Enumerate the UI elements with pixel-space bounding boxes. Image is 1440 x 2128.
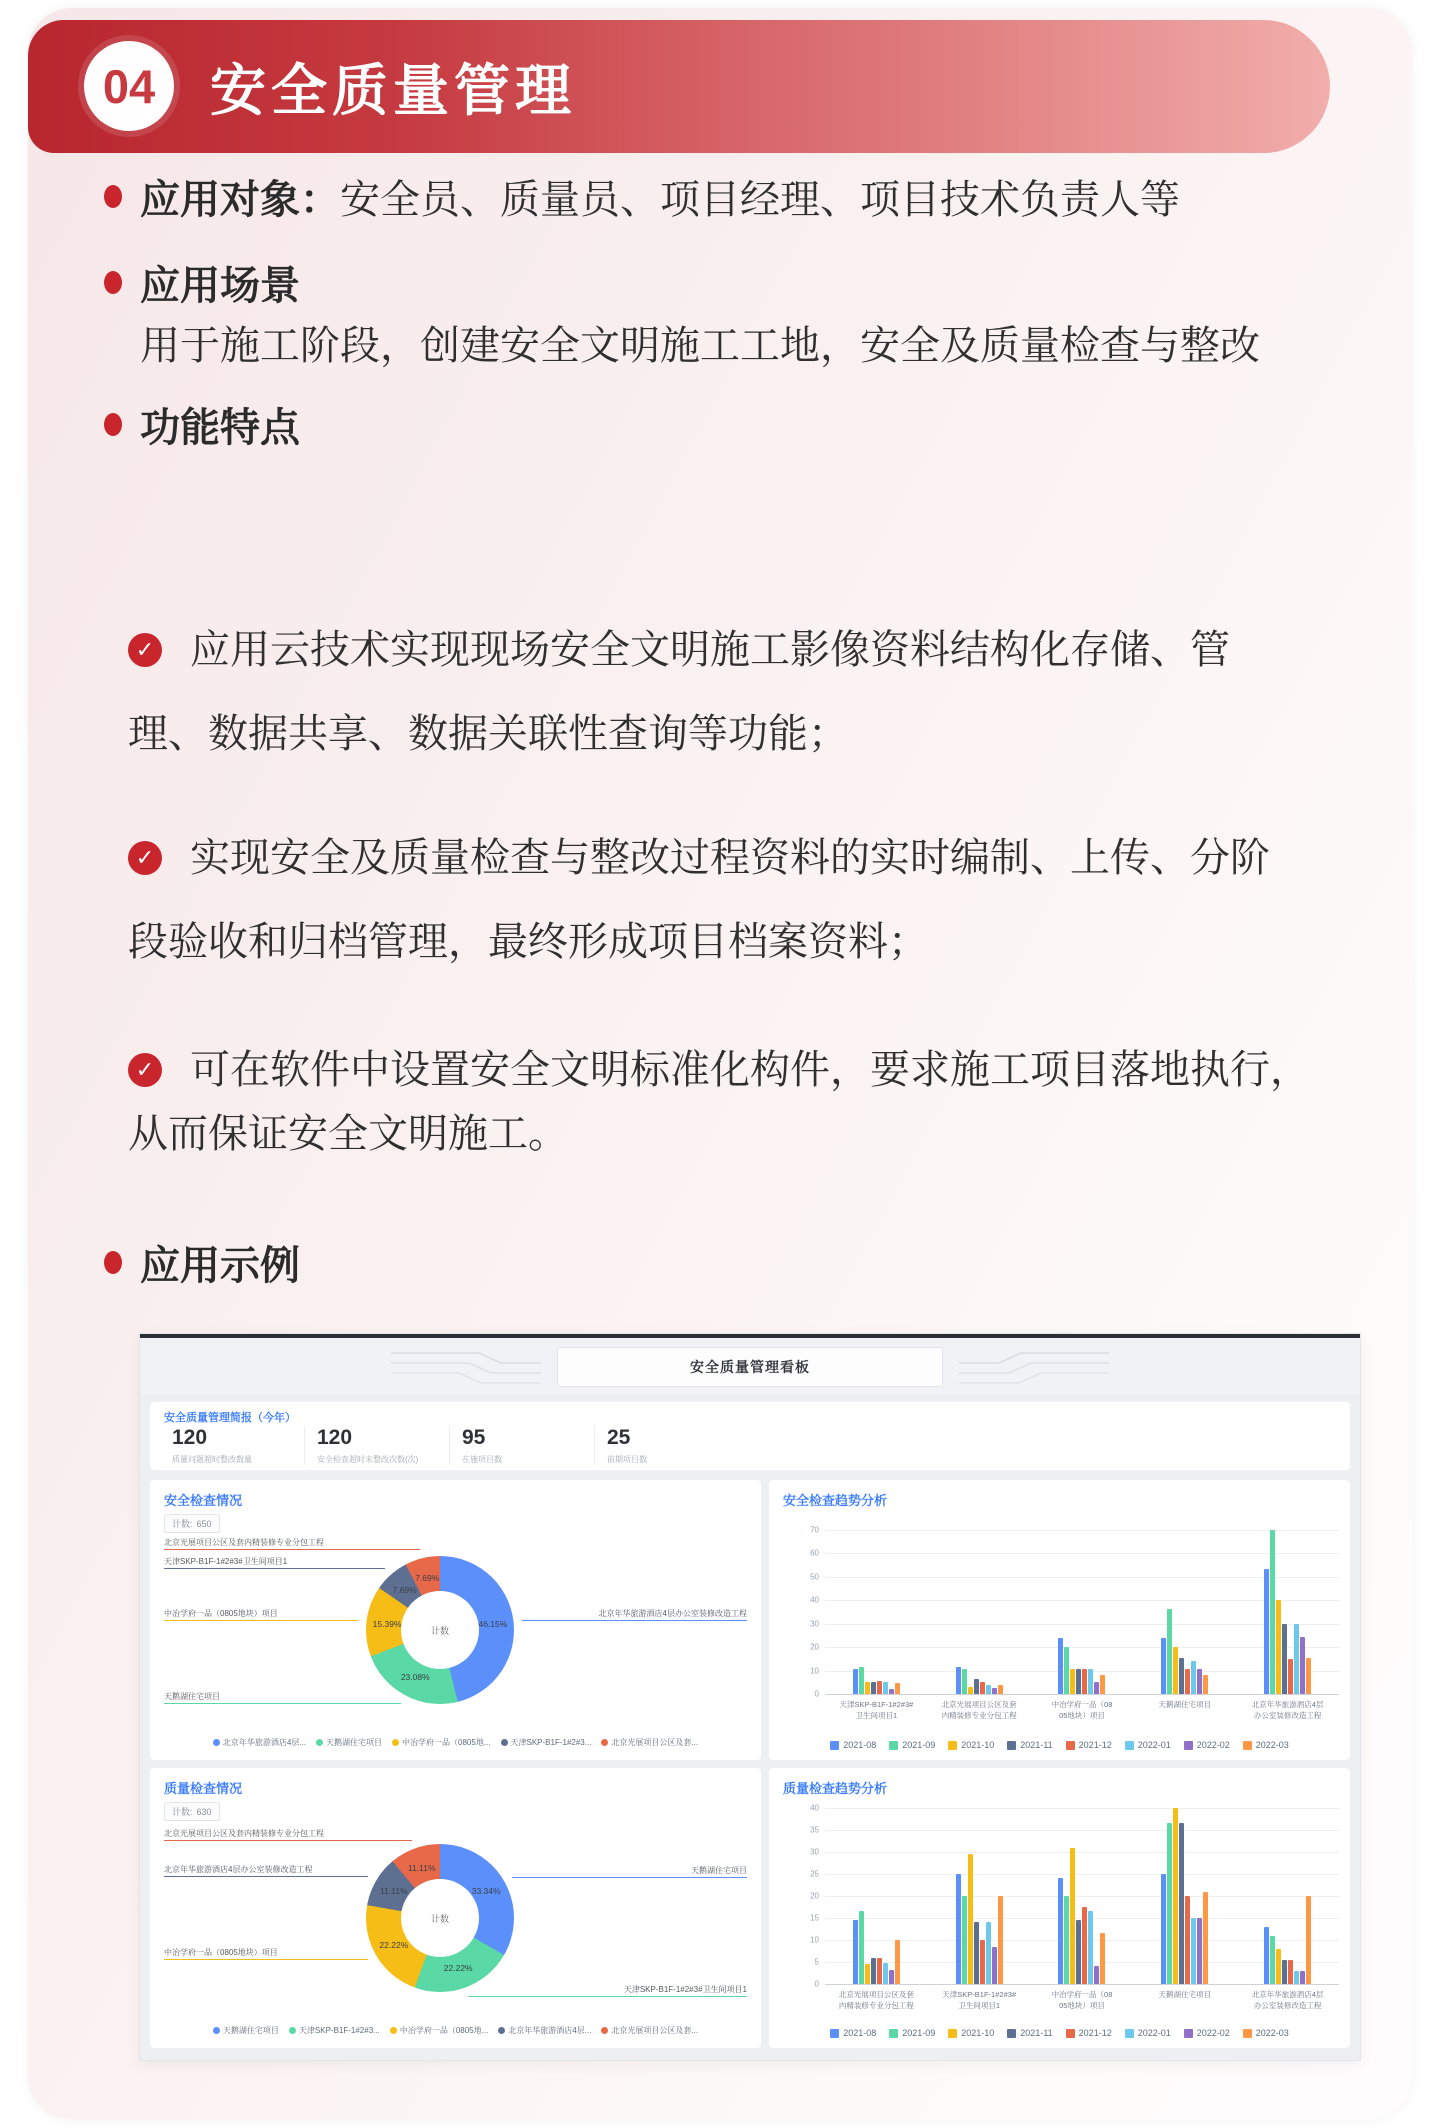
check-icon: ✓ — [128, 1053, 162, 1087]
legend-dot-icon — [390, 2027, 397, 2034]
bar — [1264, 1927, 1269, 1984]
dashboard-header — [140, 1338, 1360, 1395]
circuit-decoration — [959, 1346, 1109, 1388]
y-tick-label: 5 — [814, 1957, 819, 1967]
bar — [1191, 1918, 1196, 1984]
feature-item-3 — [128, 1038, 1384, 1166]
legend-swatch-icon — [1184, 2029, 1193, 2038]
bar — [1100, 1933, 1105, 1984]
legend-item — [498, 2025, 591, 2036]
bar-group — [825, 1530, 928, 1694]
legend-swatch-icon — [1184, 1741, 1193, 1750]
y-tick-label: 50 — [810, 1572, 819, 1582]
circuit-decoration — [391, 1346, 541, 1388]
bar — [1197, 1918, 1202, 1984]
slice-callout-label: 北京光展项目公区及套内精装修专业分包工程 — [164, 1828, 412, 1841]
stats-summary-card — [150, 1402, 1350, 1470]
bar-group — [1236, 1530, 1339, 1694]
bar — [1276, 1600, 1281, 1694]
chart-title: 安全检查趋势分析 — [783, 1493, 888, 1508]
safety-trend-bar-card — [769, 1480, 1350, 1760]
bar — [1197, 1669, 1202, 1694]
plot-area — [810, 1525, 1339, 1699]
stat-label: 在施项目数 — [462, 1455, 502, 1464]
legend-label: 中冶学府一品（0805地... — [399, 2026, 489, 2035]
scene-description: 用于施工阶段，创建安全文明施工工地，安全及质量检查与整改 — [140, 324, 1260, 368]
bar — [883, 1682, 888, 1694]
chart-legend — [769, 1740, 1350, 1750]
bar — [1288, 1659, 1293, 1694]
legend-item — [830, 2028, 876, 2038]
legend-label: 2021-09 — [902, 1740, 936, 1750]
slice-callout-label: 天鹅湖住宅项目 — [164, 1691, 401, 1704]
legend-label: 2022-02 — [1196, 1740, 1230, 1750]
slice-percent-label: 7.69% — [392, 1585, 417, 1596]
legend-label: 北京年华旅游酒店4层... — [222, 1738, 307, 1747]
legend-item — [289, 2025, 380, 2036]
legend-label: 2021-11 — [1020, 2028, 1053, 2038]
bar — [1276, 1949, 1281, 1984]
scene-label: 应用场景 — [140, 264, 300, 308]
bar — [974, 1679, 979, 1694]
x-axis-label: 天鹅湖住宅项目 — [1158, 1700, 1212, 1709]
bar — [968, 1687, 973, 1694]
legend-swatch-icon — [1007, 2029, 1016, 2038]
slice-callout-label: 北京年华旅游酒店4层办公室装修改造工程 — [164, 1864, 368, 1877]
legend-label: 2021-09 — [902, 2028, 936, 2038]
legend-item — [1007, 2028, 1052, 2038]
bar-group — [928, 1530, 1031, 1694]
legend-label: 2022-03 — [1255, 2028, 1289, 2038]
y-tick-label: 0 — [814, 1689, 819, 1699]
quality-check-pie-card — [150, 1768, 761, 2048]
legend-swatch-icon — [889, 1741, 898, 1750]
legend-label: 2021-08 — [843, 2028, 877, 2038]
legend-swatch-icon — [1125, 1741, 1134, 1750]
safety-check-pie-card — [150, 1480, 761, 1760]
legend-swatch-icon — [889, 2029, 898, 2038]
bullet-dot-icon — [104, 185, 122, 208]
bar — [1203, 1675, 1208, 1694]
legend-dot-icon — [316, 1739, 323, 1746]
legend-label: 天津SKP-B1F-1#2#3... — [298, 2026, 380, 2035]
bar — [1288, 1960, 1293, 1984]
bar — [865, 1964, 870, 1984]
legend-swatch-icon — [1066, 2029, 1075, 2038]
donut-chart — [150, 1480, 761, 1760]
legend-item — [889, 1740, 935, 1750]
bar — [865, 1682, 870, 1694]
donut-center-label: 计数 — [401, 1879, 479, 1957]
legend-swatch-icon — [1007, 1741, 1016, 1750]
page-card — [28, 8, 1412, 2120]
slice-callout-label: 天津SKP-B1F-1#2#3#卫生间项目1 — [468, 1984, 747, 1997]
slice-percent-label: 11.11% — [407, 1862, 436, 1873]
slice-callout-label: 北京光展项目公区及套内精装修专业分包工程 — [164, 1537, 420, 1550]
legend-dot-icon — [601, 1739, 608, 1746]
bar — [980, 1940, 985, 1984]
legend-item — [213, 1737, 306, 1748]
bullet-features — [104, 396, 300, 453]
dashboard-title-box — [557, 1347, 943, 1387]
y-tick-label: 30 — [810, 1847, 819, 1857]
quality-trend-bar-card — [769, 1768, 1350, 2048]
slice-percent-label: 22.22% — [379, 1939, 409, 1950]
x-axis-label: 天津SKP-B1F-1#2#3# 卫生间项目1 — [839, 1700, 914, 1720]
bar — [992, 1688, 997, 1694]
bar — [1058, 1638, 1063, 1694]
count-value: 630 — [196, 1807, 212, 1817]
legend-swatch-icon — [1066, 1741, 1075, 1750]
bar — [859, 1911, 864, 1984]
bar — [1300, 1637, 1305, 1694]
bar — [1070, 1848, 1075, 1984]
bar — [1094, 1682, 1099, 1694]
bar — [1082, 1907, 1087, 1984]
legend-swatch-icon — [1243, 1741, 1252, 1750]
brief-title: 安全质量管理简报（今年） — [164, 1412, 296, 1424]
slice-callout-label: 天津SKP-B1F-1#2#3#卫生间项目1 — [164, 1556, 385, 1569]
bullet-dot-icon — [104, 1251, 122, 1274]
bar — [1064, 1896, 1069, 1984]
section-banner — [28, 20, 1330, 153]
bar — [1076, 1669, 1081, 1694]
slice-callout-label: 北京年华旅游酒店4层办公室装修改造工程 — [522, 1608, 747, 1621]
legend-label: 天津SKP-B1F-1#2#3... — [510, 1738, 592, 1747]
legend-label: 2022-02 — [1196, 2028, 1230, 2038]
legend-label: 2022-01 — [1137, 2028, 1171, 2038]
bar — [1294, 1624, 1299, 1694]
bar — [1203, 1892, 1208, 1984]
bar — [877, 1958, 882, 1984]
legend-item — [948, 2028, 994, 2038]
y-tick-label: 15 — [810, 1913, 819, 1923]
legend-dot-icon — [289, 2027, 296, 2034]
legend-dot-icon — [501, 1739, 508, 1746]
bar — [1173, 1808, 1178, 1984]
bar — [895, 1683, 900, 1694]
legend-item — [316, 1737, 382, 1748]
bar — [1167, 1823, 1172, 1984]
example-label: 应用示例 — [140, 1244, 300, 1288]
legend-item — [392, 1737, 490, 1748]
feature-text-line: 应用云技术实现现场安全文明施工影像资料结构化存储、管 — [190, 628, 1230, 672]
dashboard-title: 安全质量管理看板 — [690, 1358, 810, 1375]
legend-item — [1243, 2028, 1289, 2038]
bar — [1179, 1823, 1184, 1984]
bar — [853, 1920, 858, 1984]
stat-value: 95 — [462, 1426, 486, 1449]
bullet-application-example — [104, 1234, 300, 1291]
y-tick-label: 70 — [810, 1525, 819, 1535]
bar-group — [825, 1808, 928, 1984]
slice-percent-label: 15.39% — [372, 1618, 402, 1629]
stat-active-projects — [449, 1426, 594, 1465]
donut-chart — [150, 1768, 761, 2048]
slice-callout-label: 天鹅湖住宅项目 — [512, 1865, 747, 1878]
slice-percent-label: 22.22% — [443, 1963, 473, 1974]
feature-text-line: 可在软件中设置安全文明标准化构件，要求施工项目落地执行， — [190, 1048, 1310, 1092]
legend-item — [213, 2025, 279, 2036]
bar — [1264, 1569, 1269, 1694]
legend-item — [1066, 1740, 1112, 1750]
legend-item — [948, 1740, 994, 1750]
bar — [956, 1667, 961, 1694]
x-axis-label: 中冶学府一品（08 05地块）项目 — [1051, 1700, 1113, 1720]
count-value: 650 — [196, 1519, 212, 1529]
legend-item — [889, 2028, 935, 2038]
legend-item — [601, 2025, 698, 2036]
stat-label: 质量问题超时整改数量 — [172, 1455, 252, 1464]
x-axis-line — [825, 1694, 1339, 1695]
x-axis-label: 北京年华旅游酒店4层 办公室装修改造工程 — [1251, 1700, 1324, 1720]
legend-dot-icon — [392, 1739, 399, 1746]
bar — [1100, 1675, 1105, 1694]
bar — [1088, 1911, 1093, 1984]
slice-percent-label: 46.15% — [478, 1618, 508, 1629]
legend-item — [1007, 1740, 1052, 1750]
y-tick-label: 60 — [810, 1548, 819, 1558]
plot-area — [810, 1803, 1339, 1989]
bar — [986, 1685, 991, 1694]
bar — [998, 1685, 1003, 1694]
dashboard-screenshot — [140, 1334, 1360, 2060]
y-tick-label: 10 — [810, 1935, 819, 1945]
stat-safety-overdue — [304, 1426, 449, 1465]
bullet-dot-icon — [104, 413, 122, 436]
legend-item — [1125, 2028, 1171, 2038]
legend-dot-icon — [213, 2027, 220, 2034]
legend-item — [390, 2025, 488, 2036]
bar — [956, 1874, 961, 1984]
legend-dot-icon — [601, 2027, 608, 2034]
y-tick-label: 20 — [810, 1642, 819, 1652]
bar — [986, 1922, 991, 1984]
legend-item — [830, 1740, 876, 1750]
stat-value: 120 — [317, 1426, 353, 1449]
bar — [1064, 1647, 1069, 1694]
section-title: 安全质量管理 — [210, 58, 576, 122]
stat-label: 前期项目数 — [607, 1455, 647, 1464]
legend-dot-icon — [213, 1739, 220, 1746]
feature-text-line: 实现安全及质量检查与整改过程资料的实时编制、上传、分阶 — [190, 836, 1270, 880]
y-tick-label: 35 — [810, 1825, 819, 1835]
target-label: 应用对象： — [140, 178, 340, 222]
x-axis-line — [825, 1984, 1339, 1985]
bar — [877, 1681, 882, 1694]
slice-callout-label: 中冶学府一品（0805地块）项目 — [164, 1608, 358, 1621]
stats-row — [160, 1426, 739, 1465]
bar — [889, 1970, 894, 1984]
chart-legend — [150, 2025, 761, 2036]
stat-value: 120 — [172, 1426, 208, 1449]
feature-text-line: 段验收和归档管理，最终形成项目档案资料； — [128, 920, 928, 964]
bar — [1058, 1878, 1063, 1984]
bullet-application-target — [104, 168, 1180, 225]
features-label: 功能特点 — [140, 406, 300, 450]
bar — [1300, 1971, 1305, 1984]
slice-percent-label: 33.34% — [471, 1886, 501, 1897]
x-axis-label: 天津SKP-B1F-1#2#3# 卫生间项目1 — [942, 1990, 1017, 2010]
bar-group — [1031, 1808, 1134, 1984]
bar — [1185, 1896, 1190, 1984]
target-text: 安全员、质量员、项目经理、项目技术负责人等 — [340, 178, 1180, 222]
bar — [974, 1922, 979, 1984]
legend-label: 2021-11 — [1020, 1740, 1053, 1750]
feature-item-1 — [128, 608, 1384, 776]
bar — [962, 1896, 967, 1984]
bar-group — [1236, 1808, 1339, 1984]
stat-quality-overdue — [160, 1426, 304, 1465]
legend-label: 2021-10 — [961, 1740, 995, 1750]
legend-label: 2021-12 — [1078, 1740, 1112, 1750]
bar — [968, 1854, 973, 1984]
legend-swatch-icon — [830, 2029, 839, 2038]
legend-label: 2022-03 — [1255, 1740, 1289, 1750]
chart-title: 质量检查情况 — [164, 1781, 243, 1796]
bar — [980, 1682, 985, 1694]
bar — [853, 1669, 858, 1694]
slice-percent-label: 11.11% — [380, 1886, 408, 1897]
y-tick-label: 40 — [810, 1803, 819, 1813]
legend-swatch-icon — [948, 1741, 957, 1750]
legend-label: 2021-12 — [1078, 2028, 1112, 2038]
feature-item-2 — [128, 816, 1384, 984]
legend-label: 2022-01 — [1137, 1740, 1171, 1750]
bar — [1306, 1658, 1311, 1694]
y-tick-label: 0 — [814, 1979, 819, 1989]
chart-legend — [150, 1737, 761, 1748]
slice-percent-label: 7.69% — [415, 1573, 440, 1584]
x-axis-label: 中冶学府一品（08 05地块）项目 — [1051, 1990, 1113, 2010]
chart-legend — [769, 2028, 1350, 2038]
x-axis-label: 北京光展项目公区及套 内精装修专业分包工程 — [941, 1700, 1017, 1720]
bar — [1179, 1658, 1184, 1694]
bar — [1161, 1638, 1166, 1694]
bar — [1094, 1966, 1099, 1984]
legend-dot-icon — [498, 2027, 505, 2034]
legend-item — [1243, 1740, 1289, 1750]
bar — [1270, 1530, 1275, 1694]
bar — [1076, 1920, 1081, 1984]
bar — [889, 1689, 894, 1694]
donut-center-label: 计数 — [401, 1591, 479, 1669]
legend-swatch-icon — [1243, 2029, 1252, 2038]
legend-item — [1184, 2028, 1230, 2038]
bullet-application-scene — [104, 254, 300, 311]
bar — [1270, 1936, 1275, 1984]
bar — [1294, 1971, 1299, 1984]
x-axis-label: 天鹅湖住宅项目 — [1158, 1990, 1212, 1999]
bar — [1088, 1669, 1093, 1694]
bar — [992, 1947, 997, 1984]
y-tick-label: 20 — [810, 1891, 819, 1901]
legend-item — [1125, 1740, 1171, 1750]
legend-label: 北京光展项目公区及套... — [611, 2026, 699, 2035]
slice-callout-label: 中冶学府一品（0805地块）项目 — [164, 1947, 368, 1960]
legend-swatch-icon — [830, 1741, 839, 1750]
bar — [871, 1682, 876, 1694]
legend-label: 天鹅湖住宅项目 — [222, 2026, 279, 2035]
legend-label: 2021-08 — [843, 1740, 877, 1750]
legend-item — [601, 1737, 698, 1748]
chart-title: 安全检查情况 — [164, 1493, 243, 1508]
bar — [883, 1963, 888, 1984]
bar — [1070, 1669, 1075, 1694]
legend-label: 天鹅湖住宅项目 — [326, 1738, 383, 1747]
stat-label: 安全检查超时未整改次数(次) — [317, 1455, 419, 1464]
legend-label: 中冶学府一品（0805地... — [402, 1738, 491, 1747]
bar — [1282, 1960, 1287, 1984]
check-icon: ✓ — [128, 633, 162, 667]
legend-label: 2021-10 — [961, 2028, 995, 2038]
bar — [1082, 1669, 1087, 1694]
bar-group — [928, 1808, 1031, 1984]
y-tick-label: 40 — [810, 1595, 819, 1605]
stat-early-projects — [594, 1426, 739, 1465]
feature-text-line: 从而保证安全文明施工。 — [128, 1112, 568, 1156]
bar-group — [1133, 1530, 1236, 1694]
bar — [871, 1958, 876, 1984]
legend-item — [1184, 1740, 1230, 1750]
legend-label: 北京年华旅游酒店4层... — [508, 2026, 592, 2035]
y-tick-label: 30 — [810, 1619, 819, 1629]
stat-value: 25 — [607, 1426, 631, 1449]
bar — [1282, 1624, 1287, 1694]
bullet-dot-icon — [104, 271, 122, 294]
y-tick-label: 10 — [810, 1666, 819, 1676]
bar — [859, 1667, 864, 1694]
bar — [1306, 1896, 1311, 1984]
section-number-badge: 04 — [84, 41, 174, 131]
bar — [1185, 1669, 1190, 1694]
bar — [998, 1896, 1003, 1984]
chart-title: 质量检查趋势分析 — [783, 1781, 888, 1796]
count-label: 计数: — [172, 1807, 193, 1817]
legend-item — [501, 1737, 592, 1748]
feature-text-line: 理、数据共享、数据关联性查询等功能； — [128, 712, 848, 756]
y-tick-label: 25 — [810, 1869, 819, 1879]
bar — [1173, 1647, 1178, 1694]
legend-item — [1066, 2028, 1112, 2038]
bar — [1167, 1609, 1172, 1695]
count-label: 计数: — [172, 1519, 193, 1529]
bar — [962, 1669, 967, 1694]
x-axis-label: 北京年华旅游酒店4层 办公室装修改造工程 — [1251, 1990, 1324, 2010]
check-icon: ✓ — [128, 841, 162, 875]
bar — [1191, 1661, 1196, 1694]
legend-swatch-icon — [1125, 2029, 1134, 2038]
legend-label: 北京光展项目公区及套... — [611, 1738, 699, 1747]
legend-swatch-icon — [948, 2029, 957, 2038]
bar-group — [1133, 1808, 1236, 1984]
x-axis-label: 北京光展项目公区及套 内精装修专业分包工程 — [838, 1990, 914, 2010]
bar-group — [1031, 1530, 1134, 1694]
bar — [1161, 1874, 1166, 1984]
bar — [895, 1940, 900, 1984]
slice-percent-label: 23.08% — [400, 1672, 430, 1683]
